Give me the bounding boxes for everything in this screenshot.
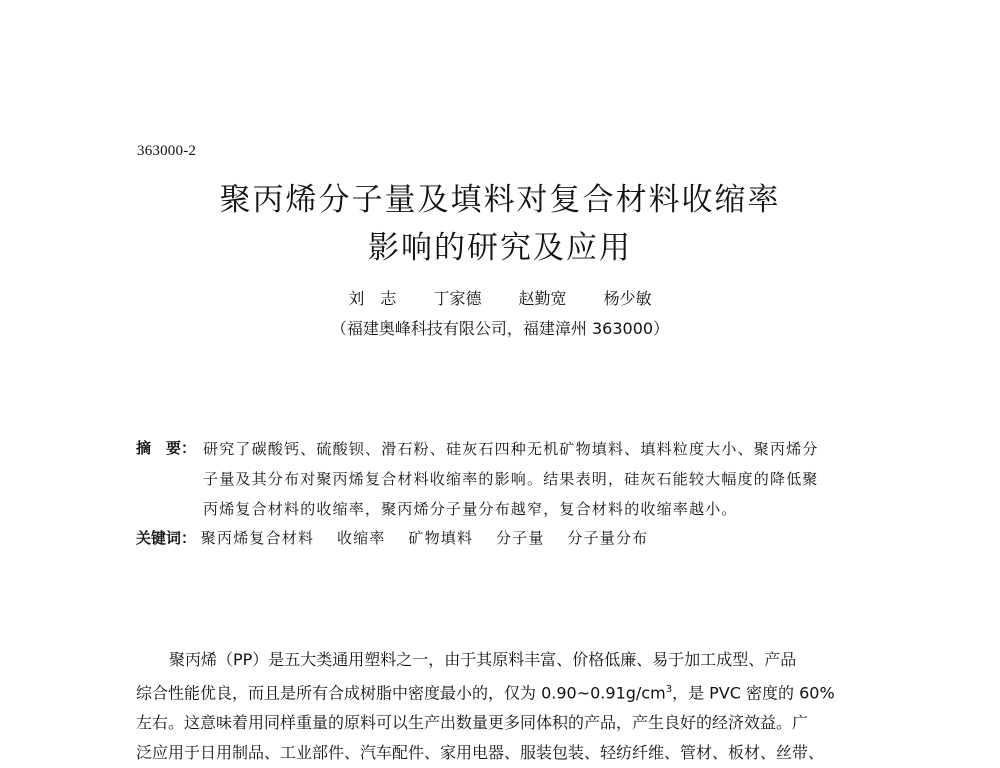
body-line: 聚丙烯（PP）是五大类通用塑料之一，由于其原料丰富、价格低廉、易于加工成型、产品 [169,650,797,669]
keyword: 收缩率 [336,529,386,547]
author-list [0,286,1000,309]
body-line: 泛应用于日用制品、工业部件、汽车配件、家用电器、服装包装、轻纺纤维、管材、板材、丝带、 [136,743,825,763]
author-name: 丁家德 [433,289,482,308]
abstract-text [203,434,867,524]
body-line: 左右。这意味着用同样重量的原料可以生产出数量更多同体积的产品，产生良好的经济效益。广 [136,713,809,733]
abstract-line: 丙烯复合材料的收缩率，聚丙烯分子量分布越窄，复合材料的收缩率越小。 [203,500,738,518]
keyword: 聚丙烯复合材料 [200,529,315,547]
abstract-line: 研究了碳酸钙、硫酸钡、滑石粉、硅灰石四种无机矿物填料、填料粒度大小、聚丙烯分 [203,440,819,458]
document-code: 363000-2 [137,143,197,159]
paper-title-line-1: 聚丙烯分子量及填料对复合材料收缩率 [219,182,781,218]
superscript: 3 [665,684,673,695]
abstract-line: 子量及其分布对聚丙烯复合材料收缩率的影响。结果表明，硅灰石能较大幅度的降低聚 [203,470,819,488]
abstract-label: 摘 要： [136,439,197,457]
author-affiliation: （福建奥峰科技有限公司，福建漳州 363000） [330,319,670,338]
keyword: 分子量 [495,529,545,547]
keywords-label: 关键词： [136,529,197,547]
author-name: 赵勤宽 [518,289,567,308]
author-name: 杨少敏 [603,289,652,308]
keyword: 分子量分布 [567,529,649,547]
body-line-text: ，是 PVC 密度的 60% [672,683,835,703]
author-name: 刘 志 [348,289,397,308]
body-line-text: 综合性能优良，而且是所有合成树脂中密度最小的，仅为 0.90~0.91g/cm [136,683,666,703]
paper-title-line-2: 影响的研究及应用 [368,230,632,266]
keywords-row [136,527,666,548]
body-line [136,675,868,708]
body-paragraph [136,645,868,768]
keyword: 矿物填料 [408,529,474,547]
